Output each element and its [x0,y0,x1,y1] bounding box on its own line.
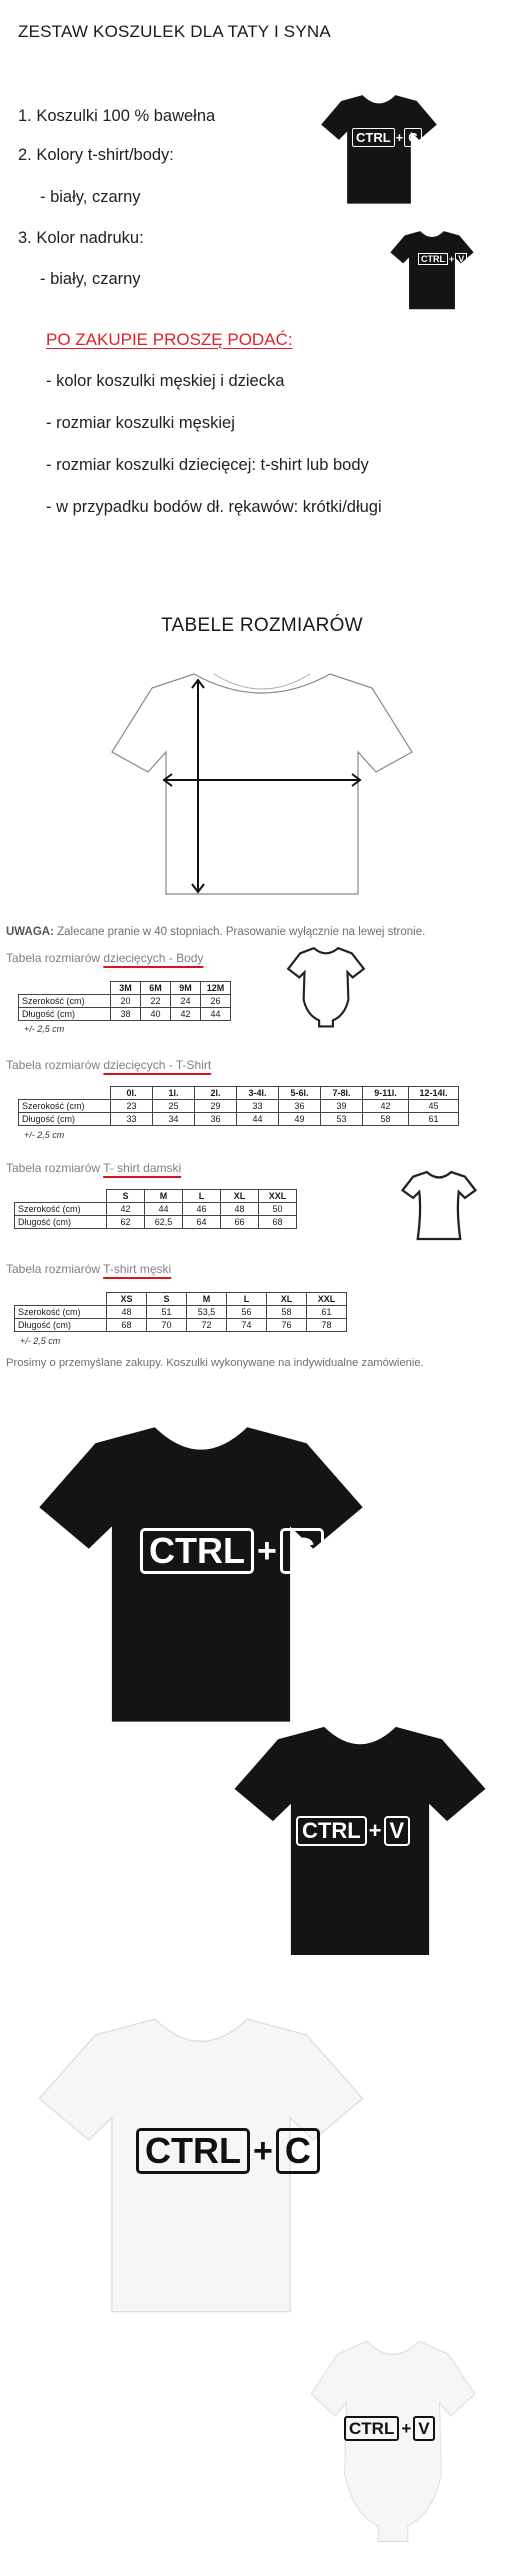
adult-black-tshirt-thumbnail [318,88,440,206]
mens-tshirt-size-table-caption: Tabela rozmiarów T-shirt męski [6,1262,172,1276]
white-onesie-photo [300,2328,486,2548]
ctrl-c-print: CTRL + C [140,1528,324,1574]
onesie-outline-icon [283,940,369,1032]
kids-tshirt-size-table: 0l. 1l. 2l. 3-4l. 5-6l. 7-8l. 9-11l. 12-14l. Szerokość (cm) 23 25 29 33 36 39 42 45 Długość (cm) 33 34 36 44 49 53 58 61 [18,1086,459,1126]
order-info-item: - w przypadku bodów dł. rękawów: krótki/długi [46,498,382,516]
size-charts-title: TABELE ROZMIARÓW [161,615,363,636]
tolerance-note: +/- 2,5 cm [24,1024,65,1034]
ctrl-c-print: CTRL + C [352,128,422,147]
tolerance-note: +/- 2,5 cm [24,1130,65,1140]
ctrl-c-print: CTRL + C [136,2128,320,2174]
washing-note: UWAGA: Zalecane pranie w 40 stopniach. Prasowanie wyłącznie na lewej stronie. [6,926,426,938]
page-title: ZESTAW KOSZULEK DLA TATY I SYNA [18,22,331,41]
ctrl-v-print: CTRL + V [418,253,467,265]
order-info-item: - kolor koszulki męskiej i dziecka [46,372,285,390]
ctrl-v-print: CTRL + V [344,2416,435,2441]
order-info-heading: PO ZAKUPIE PROSZĘ PODAĆ: [46,330,293,349]
womens-tshirt-outline-icon [400,1166,478,1242]
ctrl-v-print: CTRL + V [296,1816,410,1846]
feature-item: 1. Koszulki 100 % bawełna [18,107,216,125]
feature-item: - biały, czarny [40,188,141,206]
order-info-item: - rozmiar koszulki męskiej [46,414,235,432]
kids-tshirt-size-table-caption: Tabela rozmiarów dziecięcych - T-Shirt [6,1058,212,1072]
measurement-diagram [110,668,414,896]
adult-white-tshirt-photo [36,2000,366,2318]
kids-black-tshirt-thumbnail [388,226,476,311]
womens-tshirt-size-table: S M L XL XXL Szerokość (cm) 42 44 46 48 50 Długość (cm) 62 62,5 64 66 68 [14,1189,297,1229]
body-size-table: 3M 6M 9M 12M Szerokość (cm) 20 22 24 26 Długość (cm) 38 40 42 44 [18,981,231,1021]
mens-tshirt-size-table: XS S M L XL XXL Szerokość (cm) 48 51 53,5 56 58 61 Długość (cm) 68 70 72 74 76 78 [14,1292,347,1332]
tolerance-note: +/- 2,5 cm [20,1336,61,1346]
womens-tshirt-size-table-caption: Tabela rozmiarów T- shirt damski [6,1161,182,1175]
closing-note: Prosimy o przemyślane zakupy. Koszulki wykonywane na indywidualne zamówienie. [6,1357,424,1369]
order-info-item: - rozmiar koszulki dziecięcej: t-shirt lub body [46,456,369,474]
feature-item: - biały, czarny [40,270,141,288]
feature-item: 3. Kolor nadruku: [18,229,144,247]
body-size-table-caption: Tabela rozmiarów dziecięcych - Body [6,951,204,965]
adult-black-tshirt-photo [36,1408,366,1728]
kids-black-tshirt-photo [232,1712,488,1960]
feature-item: 2. Kolory t-shirt/body: [18,146,174,164]
